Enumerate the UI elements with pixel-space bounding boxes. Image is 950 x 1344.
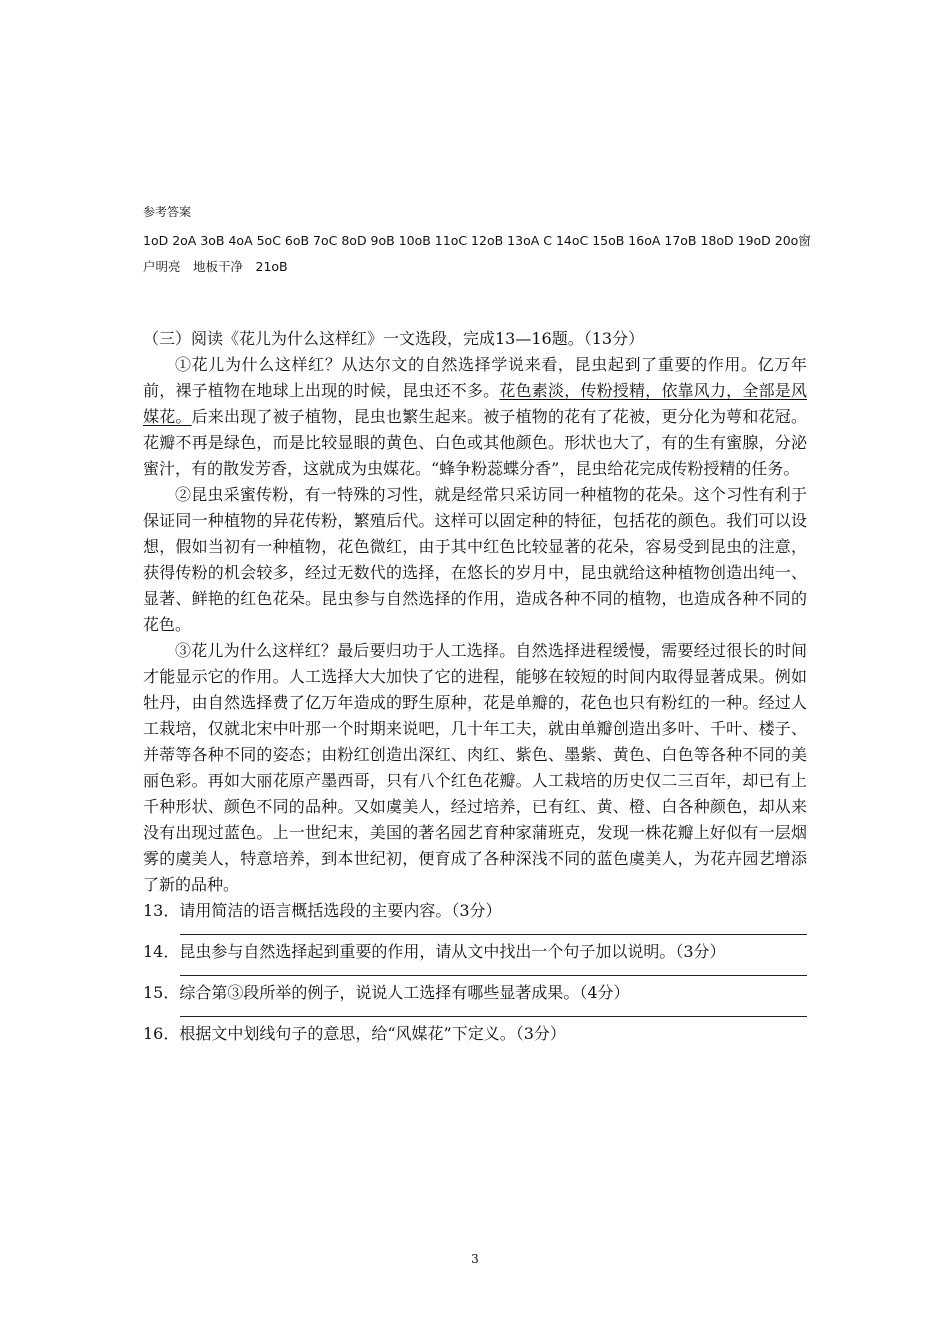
paragraph-1-start: ①花儿为什么这样红？从达尔文的自然选择学说来看，昆虫起到了重要的作用。亿万年前，裸子植物在地球上出现的时候，昆虫还不多。 — [143, 355, 807, 400]
paragraph-2: ②昆虫采蜜传粉，有一特殊的习性，就是经常只采访同一种植物的花朵。这个习性有利于保证同一种植物的异花传粉，繁殖后代。这样可以固定种的特征，包括花的颜色。我们可以设想，假如当初有一种植物，花色微红，由于其中红色比较显著的花朵，容易受到昆虫的注意，获得传粉的机会较多，经过无数代的选择，在悠长的岁月中，昆虫就给这种植物创造出纯一、显著、鲜艳的红色花朵。昆虫参与自然选择的作用，造成各种不同的植物，也造成各种不同的花色。 — [143, 485, 807, 634]
question-16: 16．根据文中划线句子的意思，给“风媒花”下定义。（3分） — [143, 1024, 566, 1043]
answer-line-13[interactable] — [180, 924, 807, 935]
paragraph-1 — [143, 352, 807, 482]
section-title: （三）阅读《花儿为什么这样红》一文选段，完成13—16题。（13分） — [143, 329, 645, 348]
answer-key-list: 1oD 2oA 3oB 4oA 5oC 6oB 7oC 8oD 9oB 10oB 11oC 12oB 13oA C 14oC 15oB 16oA 17oB 18oD 19oD 20o窗户明亮 地板干净 21oB — [143, 233, 811, 274]
paragraph-3: ③花儿为什么这样红？最后要归功于人工选择。自然选择进程缓慢，需要经过很长的时间才能显示它的作用。人工选择大大加快了它的进程，能够在较短的时间内取得显著成果。例如牡丹，由自然选择费了亿万年造成的野生原种，花是单瓣的，花色也只有粉红的一种。经过人工栽培，仅就北宋中叶那一个时期来说吧，几十年工夫，就由单瓣创造出多叶、千叶、楼子、并蒂等各种不同的姿态；由粉红创造出深红、肉红、紫色、墨紫、黄色、白色等各种不同的美丽色彩。再如大丽花原产墨西哥，只有八个红色花瓣。人工栽培的历史仅二三百年，却已有上千种形状、颜色不同的品种。又如虞美人，经过培养，已有红、黄、橙、白各种颜色，却从来没有出现过蓝色。上一世纪末，美国的著名园艺育种家蒲班克，发现一株花瓣上好似有一层烟雾的虞美人，特意培养，到本世纪初，便育成了各种深浅不同的蓝色虞美人，为花卉园艺增添了新的品种。 — [143, 641, 807, 894]
answer-line-14[interactable] — [180, 965, 807, 976]
answer-line-15[interactable] — [180, 1006, 807, 1017]
reading-section — [143, 326, 807, 1047]
underlined-sentence: 花色素淡，传粉授精，依靠风力，全部是风媒花。 — [143, 381, 807, 426]
question-13: 13．请用简洁的语言概括选段的主要内容。（3分） — [143, 901, 502, 920]
question-14: 14．昆虫参与自然选择起到重要的作用，请从文中找出一个句子加以说明。（3分） — [143, 942, 726, 961]
answer-key-title: 参考答案 — [143, 205, 192, 219]
question-15: 15．综合第③段所举的例子，说说人工选择有哪些显著成果。（4分） — [143, 983, 630, 1002]
paragraph-1-end: 后来出现了被子植物，昆虫也繁生起来。被子植物的花有了花被，更分化为萼和花冠。花瓣不再是绿色，而是比较显眼的黄色、白色或其他颜色。形状也大了，有的生有蜜腺，分泌蜜汁，有的散发芳香，这就成为虫媒花。“蜂争粉蕊蝶分香”，昆虫给花完成传粉授精的任务。 — [143, 407, 807, 478]
page-number: 3 — [471, 1252, 479, 1266]
